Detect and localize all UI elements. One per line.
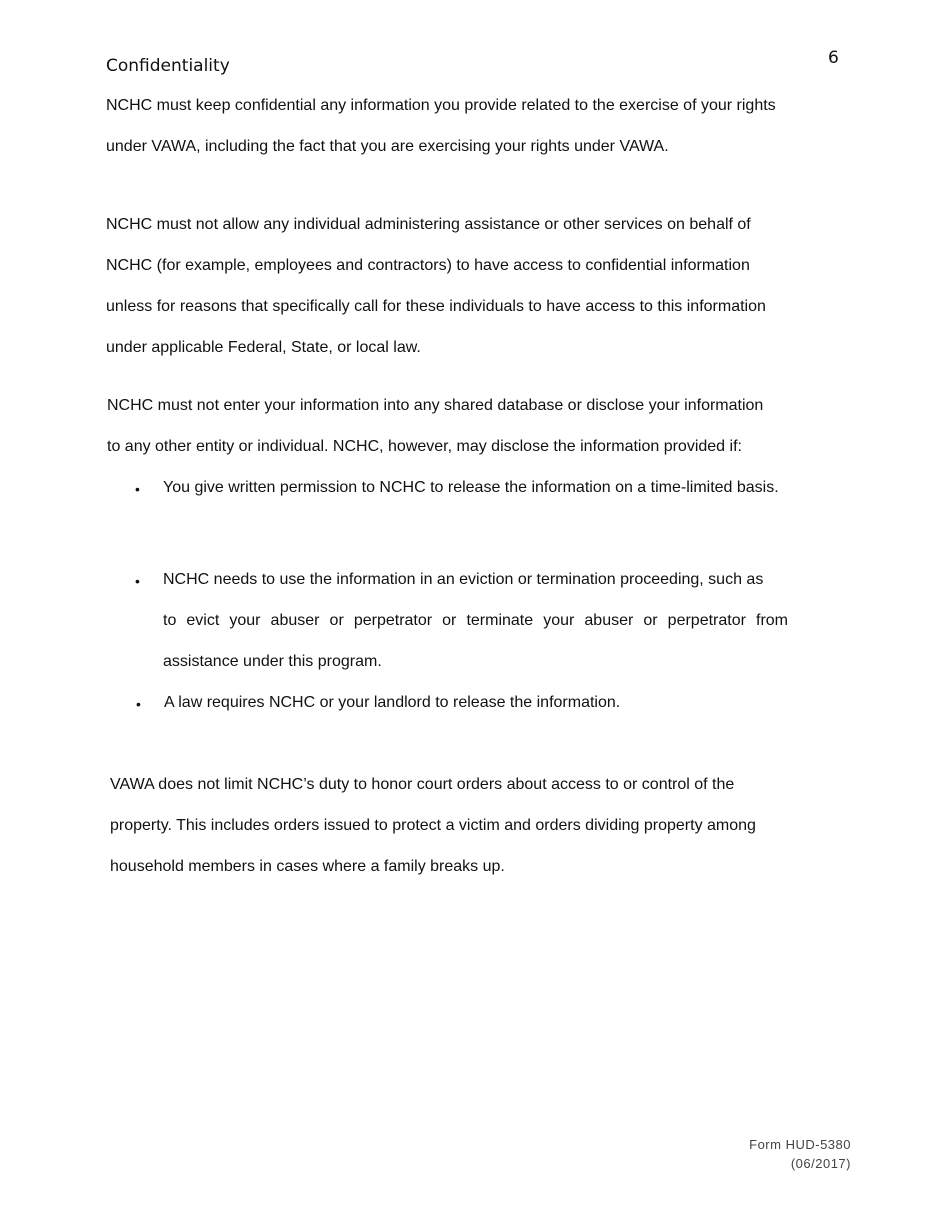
bullet-icon: • [136,696,141,712]
bullet-icon: • [135,573,140,589]
bullet-text: NCHC needs to use the information in an eviction or termination proceeding, such as [163,571,764,588]
text-line: under VAWA, including the fact that you are exercising your rights under VAWA. [106,138,669,155]
form-number: Form HUD-5380 [749,1137,851,1152]
text-line: under applicable Federal, State, or local law. [106,339,421,356]
form-date: (06/2017) [790,1156,851,1171]
text-line: household members in cases where a family breaks up. [110,858,505,875]
page-number: 6 [828,48,839,68]
text-line: NCHC must not enter your information into any shared database or disclose your information [107,397,764,414]
bullet-text: You give written permission to NCHC to release the information on a time-limited basis. [163,479,779,496]
text-line: property. This includes orders issued to protect a victim and orders dividing property among [110,817,756,834]
text-line: unless for reasons that specifically call for these individuals to have access to this information [106,298,766,315]
section-heading: Confidentiality [106,56,230,76]
bullet-icon: • [135,481,140,497]
bullet-text: assistance under this program. [163,653,382,670]
text-line: NCHC (for example, employees and contractors) to have access to confidential information [106,257,750,274]
text-line: NCHC must not allow any individual administering assistance or other services on behalf of [106,216,751,233]
text-line: NCHC must keep confidential any information you provide related to the exercise of your rights [106,97,776,114]
bullet-text: to evict your abuser or perpetrator or terminate your abuser or perpetrator from [163,612,788,629]
bullet-text: A law requires NCHC or your landlord to release the information. [164,694,621,711]
text-line: to any other entity or individual. NCHC, however, may disclose the information provided if: [107,438,742,455]
text-line: VAWA does not limit NCHC’s duty to honor court orders about access to or control of the [110,776,735,793]
